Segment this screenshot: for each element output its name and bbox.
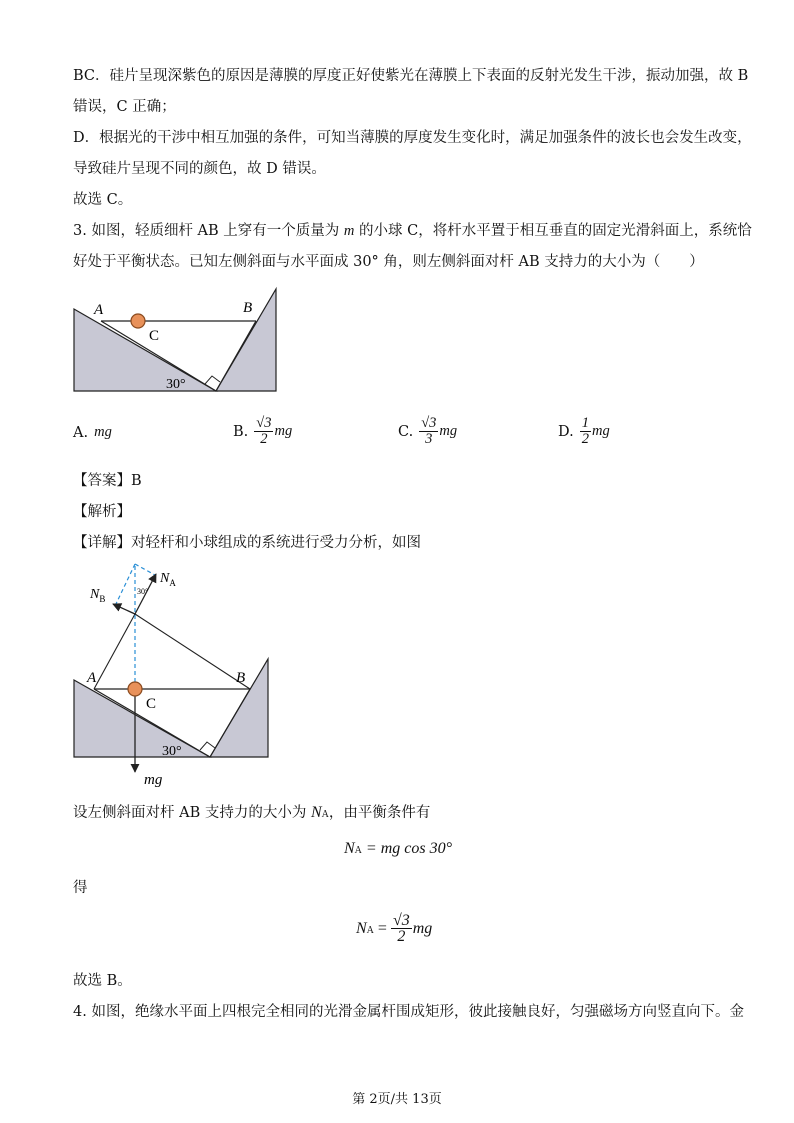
let-post: ，由平衡条件有: [328, 805, 431, 821]
label-nb: [89, 587, 105, 604]
page-footer: 第 2页/共 13页: [352, 1092, 442, 1107]
label-angle: 30°: [166, 377, 186, 392]
dashed-parallelogram-1: [115, 564, 135, 606]
formula-1-sub: A: [354, 845, 362, 856]
let-symbol-sub: A: [321, 809, 329, 820]
formula-2-num: √3: [392, 912, 410, 929]
option-b-fraction: [254, 416, 273, 447]
let-symbol: [311, 804, 329, 821]
formula-2-n: N: [356, 919, 367, 937]
q3-mass-symbol: m: [343, 223, 355, 239]
label-c: C: [146, 696, 157, 712]
text-choose-b: 故选 B。: [73, 973, 132, 989]
label-angle-small: 30°: [137, 587, 149, 596]
option-d-fraction: [580, 416, 591, 447]
question-3-line-2: 好处于平衡状态。已知左侧斜面与水平面成 30° 角，则左侧斜面对杆 AB 支持力的大小为（ ）: [73, 254, 704, 270]
formula-1-n: N: [344, 840, 355, 857]
text-d-1: D．根据光的干涉中相互加强的条件，可知当薄膜的厚度发生变化时，满足加强条件的波长也会发生改变，: [73, 130, 752, 146]
option-a-value: mg: [94, 424, 112, 440]
option-c-num: √3: [421, 415, 437, 431]
label-nb-sub: B: [99, 594, 106, 604]
option-b-num: √3: [256, 415, 272, 431]
analysis-tag: 【解析】: [73, 504, 131, 520]
question-4: 4. 如图，绝缘水平面上四根完全相同的光滑金属杆围成矩形，彼此接触良好，匀强磁场方向竖直向下。金: [73, 1004, 744, 1020]
formula-result: [356, 913, 432, 944]
text-choose-c: 故选 C。: [73, 192, 133, 208]
formula-2-den: 2: [397, 928, 406, 945]
option-c-den: 3: [425, 431, 433, 447]
formula-2-lhs: [356, 920, 374, 938]
label-angle: 30°: [162, 744, 182, 759]
label-na-n: N: [160, 571, 170, 586]
formula-1-rhs: = mg cos 30°: [365, 840, 452, 857]
q3-text: 3. 如图，轻质细杆 AB 上穿有一个质量为: [73, 223, 344, 239]
option-d[interactable]: [558, 416, 610, 447]
text-de: 得: [73, 880, 88, 896]
text-bc-1: BC．硅片呈现深紫色的原因是薄膜的厚度正好使紫光在薄膜上下表面的反射光发生干涉，振动加强，故 B: [73, 68, 749, 84]
answer-value: B: [131, 473, 142, 489]
option-d-value: mg: [591, 423, 610, 439]
option-d-num: 1: [581, 415, 589, 431]
option-d-den: 2: [581, 431, 589, 447]
force-nb-arrow: [113, 604, 135, 614]
option-d-label: D.: [558, 423, 574, 440]
ball-c: [131, 314, 145, 328]
formula-2-sub: A: [366, 924, 374, 936]
formula-2-fraction: [391, 913, 412, 944]
let-symbol-n: N: [310, 804, 322, 821]
label-na: [159, 571, 176, 588]
formula-2-eq: =: [377, 919, 387, 937]
answer-line: [73, 471, 142, 492]
formula-2-mg: mg: [412, 919, 433, 937]
option-b-den: 2: [260, 431, 268, 447]
formula-equilibrium: [344, 840, 452, 858]
right-angle-mark: [200, 742, 215, 750]
ball-c: [128, 682, 142, 696]
detail-text: 对轻杆和小球组成的系统进行受力分析，如图: [131, 535, 421, 551]
detail-line: [73, 533, 421, 554]
dashed-parallelogram-2: [135, 564, 155, 575]
text-d-2: 导致硅片呈现不同的颜色，故 D 错误。: [73, 161, 326, 177]
q3-text-rest: 的小球 C，将杆水平置于相互垂直的固定光滑斜面上，系统恰: [354, 223, 752, 239]
label-b: B: [236, 670, 246, 686]
figure-force-analysis: [68, 558, 280, 790]
option-c[interactable]: [398, 416, 457, 447]
option-c-value: mg: [439, 423, 458, 439]
label-nb-n: N: [90, 587, 100, 602]
option-b-value: mg: [274, 423, 293, 439]
option-b[interactable]: [233, 416, 292, 447]
option-c-label: C.: [398, 423, 414, 440]
answer-tag: 【答案】: [73, 473, 131, 489]
label-a: A: [87, 670, 97, 686]
option-c-fraction: [419, 416, 438, 447]
extension-left: [94, 614, 135, 689]
label-mg: mg: [144, 772, 163, 788]
option-a[interactable]: [73, 424, 112, 441]
extension-right: [135, 614, 250, 689]
let-pre: 设左侧斜面对杆 AB 支持力的大小为: [73, 805, 311, 821]
right-angle-mark: [205, 376, 220, 384]
option-a-label: A.: [73, 424, 89, 441]
label-a: A: [94, 302, 104, 318]
detail-tag: 【详解】: [73, 535, 131, 551]
question-3-line-1: [73, 221, 752, 242]
label-c: C: [149, 328, 160, 344]
text-bc-2: 错误，C 正确；: [73, 99, 176, 115]
label-na-sub: A: [169, 578, 176, 588]
label-b: B: [243, 300, 253, 316]
option-b-label: B.: [233, 423, 249, 440]
let-line: [73, 802, 430, 825]
figure-incline-rod: [68, 284, 282, 396]
